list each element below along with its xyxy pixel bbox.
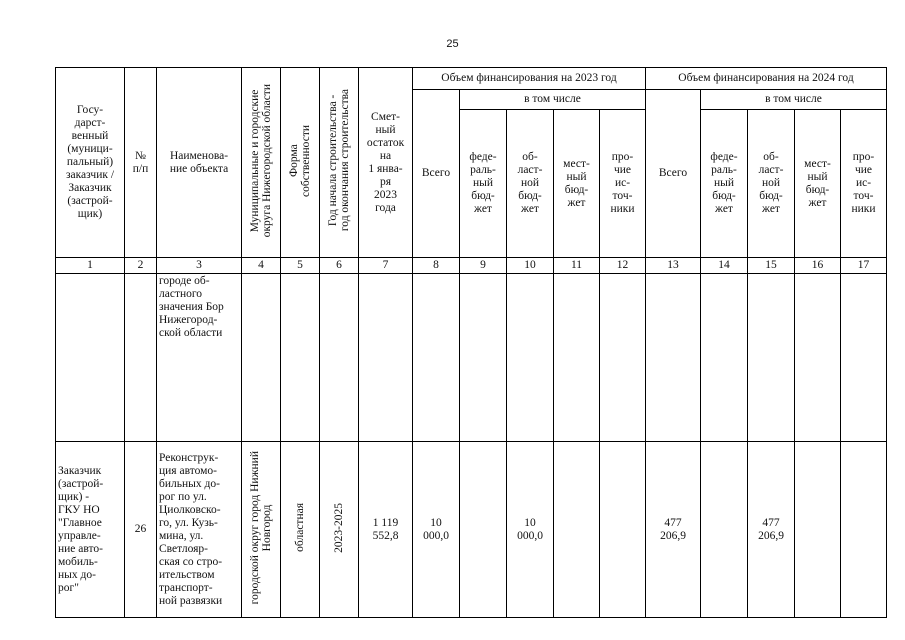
column-number: 17 <box>841 258 887 274</box>
cell-municipality-cell <box>242 442 281 618</box>
cell-regional-2024: 477 206,9 <box>748 442 795 618</box>
cell-local-2023 <box>554 274 600 442</box>
cell-object: Реконструк- ция автомо- бильных до- рог по ул. Циолковско- го, ул. Кузь- мина, ул. Светлояр- ская со стро- ительством транспорт- ной развязки <box>157 442 242 618</box>
header-regional-2023: об- ласт- ной бюд- жет <box>507 110 554 258</box>
header-including-2024: в том числе <box>701 90 887 110</box>
cell-regional-2023: 10 000,0 <box>507 442 554 618</box>
header-other-2024: про- чие ис- точ- ники <box>841 110 887 258</box>
cell-years-cell <box>320 442 359 618</box>
cell-no: 26 <box>125 442 157 618</box>
cell-local-2023 <box>554 442 600 618</box>
column-number: 9 <box>460 258 507 274</box>
header-federal-2023: феде- раль- ный бюд- жет <box>460 110 507 258</box>
financing-table <box>55 67 887 618</box>
column-number: 4 <box>242 258 281 274</box>
cell-local-2024 <box>795 274 841 442</box>
cell-municipality <box>242 274 281 442</box>
header-funding-2024: Объем финансирования на 2024 год <box>646 68 887 90</box>
header-other-2023: про- чие ис- точ- ники <box>600 110 646 258</box>
column-number: 13 <box>646 258 701 274</box>
cell-total-2024 <box>646 274 701 442</box>
header-ownership-cell <box>281 68 320 258</box>
column-number: 15 <box>748 258 795 274</box>
cell-customer <box>56 274 125 442</box>
header-ownership: Форма собственности <box>288 124 312 197</box>
table-row <box>56 274 887 442</box>
cell-years: 2023-2025 <box>333 502 345 553</box>
cell-other-2024 <box>841 442 887 618</box>
column-number: 12 <box>600 258 646 274</box>
column-number: 14 <box>701 258 748 274</box>
cell-total-2023 <box>413 274 460 442</box>
column-number: 1 <box>56 258 125 274</box>
page-number: 25 <box>446 38 459 50</box>
cell-total-2023: 10 000,0 <box>413 442 460 618</box>
cell-other-2023 <box>600 274 646 442</box>
cell-regional-2024 <box>748 274 795 442</box>
header-total-2024: Всего <box>646 90 701 258</box>
cell-local-2024 <box>795 442 841 618</box>
cell-other-2023 <box>600 442 646 618</box>
cell-estimate: 1 119 552,8 <box>359 442 413 618</box>
cell-federal-2023 <box>460 442 507 618</box>
column-number: 6 <box>320 258 359 274</box>
column-number: 11 <box>554 258 600 274</box>
column-number: 5 <box>281 258 320 274</box>
cell-object: городе об- ластного значения Бор Нижегород- ской области <box>157 274 242 442</box>
column-number: 7 <box>359 258 413 274</box>
cell-ownership <box>281 274 320 442</box>
cell-estimate <box>359 274 413 442</box>
column-number: 8 <box>413 258 460 274</box>
cell-federal-2024 <box>701 442 748 618</box>
cell-federal-2024 <box>701 274 748 442</box>
cell-years <box>320 274 359 442</box>
cell-municipality: городской округ город Нижний Новгород <box>249 450 273 605</box>
cell-regional-2023 <box>507 274 554 442</box>
cell-total-2024: 477 206,9 <box>646 442 701 618</box>
cell-other-2024 <box>841 274 887 442</box>
column-number: 2 <box>125 258 157 274</box>
header-including-2023: в том числе <box>460 90 646 110</box>
cell-federal-2023 <box>460 274 507 442</box>
column-number: 3 <box>157 258 242 274</box>
header-federal-2024: феде- раль- ный бюд- жет <box>701 110 748 258</box>
table-row <box>56 442 887 618</box>
header-customer: Госу- дарст- венный (муници- пальный) заказчик / Заказчик (застрой- щик) <box>56 68 125 258</box>
header-local-2024: мест- ный бюд- жет <box>795 110 841 258</box>
header-regional-2024: об- ласт- ной бюд- жет <box>748 110 795 258</box>
cell-customer: Заказчик (застрой- щик) - ГКУ НО "Главное управле- ние авто- мобиль- ных до- рог" <box>56 442 125 618</box>
column-number: 16 <box>795 258 841 274</box>
cell-no <box>125 274 157 442</box>
header-estimate: Смет- ный остаток на 1 янва- ря 2023 года <box>359 68 413 258</box>
header-municipality: Муниципальные и городские округа Нижегородской области <box>249 83 273 238</box>
header-total-2023: Всего <box>413 90 460 258</box>
header-years-cell <box>320 68 359 258</box>
header-local-2023: мест- ный бюд- жет <box>554 110 600 258</box>
header-funding-2023: Объем финансирования на 2023 год <box>413 68 646 90</box>
column-number: 10 <box>507 258 554 274</box>
cell-ownership: областная <box>294 503 306 552</box>
header-object-name: Наименова- ние объекта <box>157 68 242 258</box>
column-numbers-row <box>56 258 887 274</box>
header-row-number: № п/п <box>125 68 157 258</box>
cell-ownership-cell <box>281 442 320 618</box>
header-municipality-cell <box>242 68 281 258</box>
header-years: Год начала строительства - год окончания строительства <box>327 89 351 232</box>
